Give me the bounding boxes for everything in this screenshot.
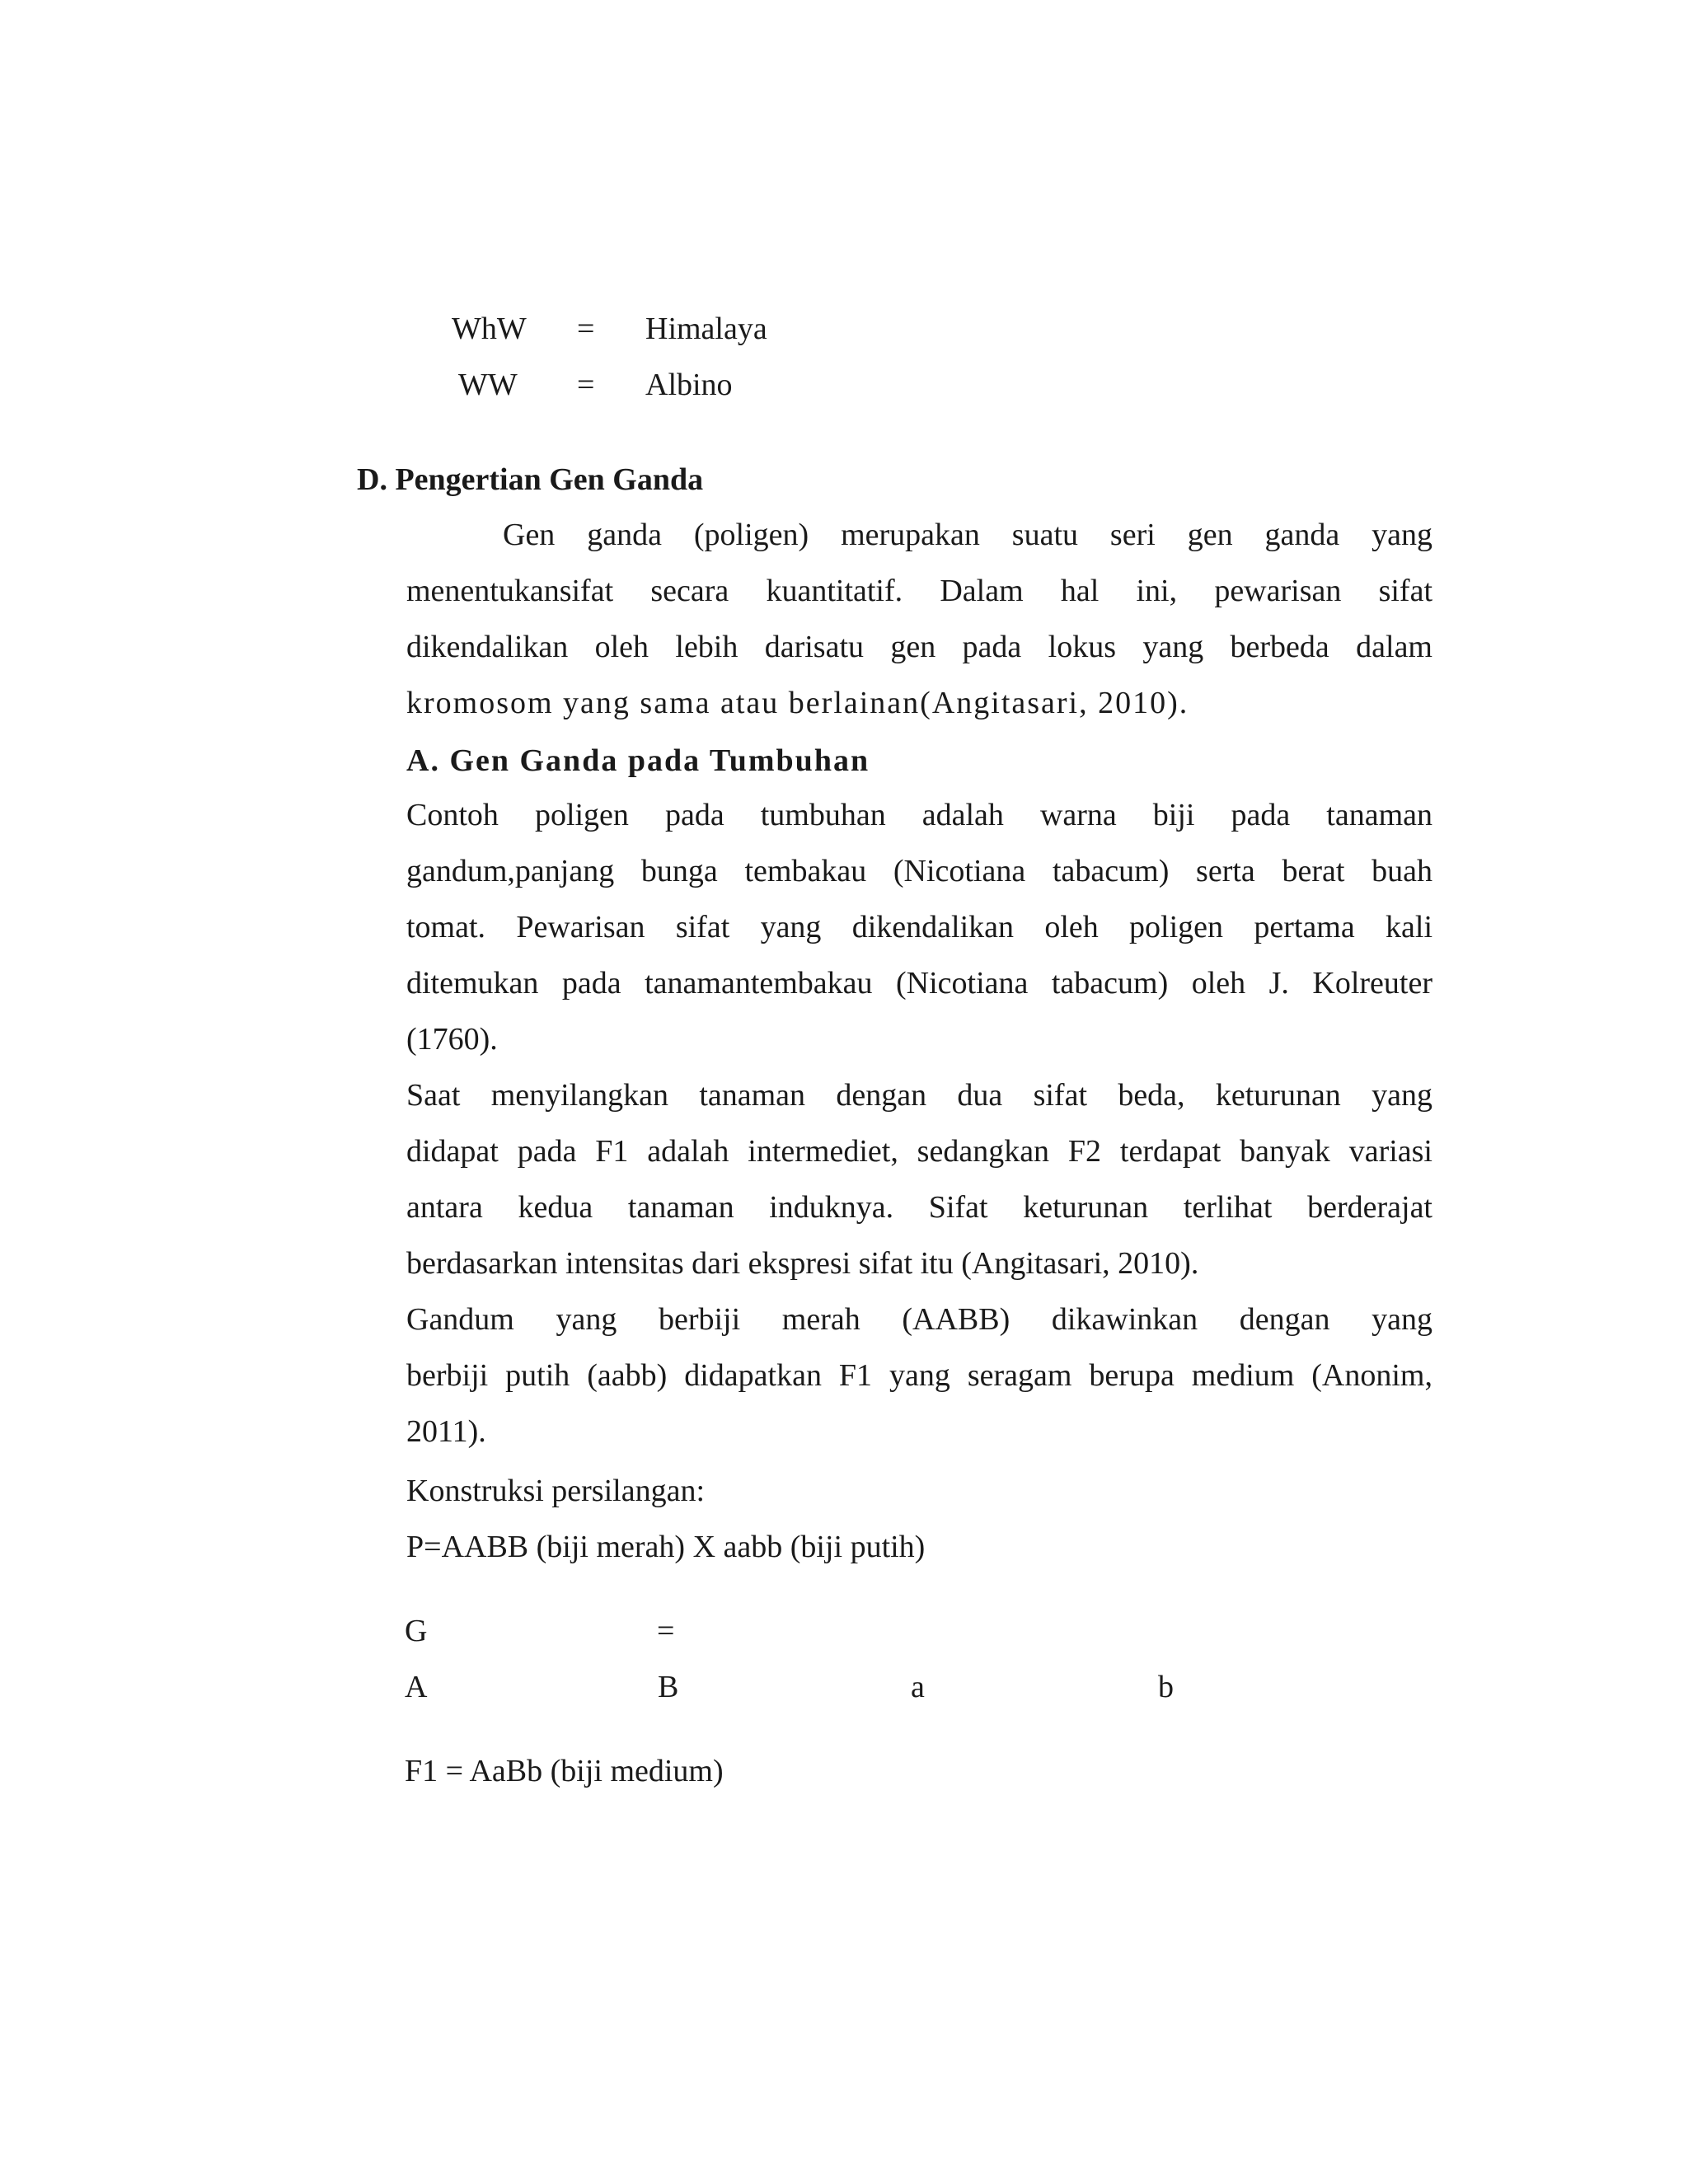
- paragraph-line: Gen ganda (poligen) merupakan suatu seri gen ganda yang: [503, 518, 1432, 552]
- subsection-a-paragraph-3: [406, 1291, 1432, 1460]
- genotype-phenotype-1: Himalaya: [645, 312, 767, 346]
- paragraph-line: didapat pada F1 adalah intermediet, sedangkan F2 terdapat banyak variasi: [406, 1134, 1432, 1169]
- genotype-code-1: WhW: [452, 312, 527, 346]
- paragraph-line: menentukansifat secara kuantitatif. Dalam hal ini, pewarisan sifat: [406, 574, 1432, 608]
- genotype-phenotype-2: Albino: [645, 368, 733, 402]
- paragraph-line: Gandum yang berbiji merah (AABB) dikawinkan dengan yang: [406, 1302, 1432, 1337]
- subsection-a-paragraph-2: [406, 1067, 1432, 1291]
- paragraph-line: berbiji putih (aabb) didapatkan F1 yang seragam berupa medium (Anonim,: [406, 1358, 1432, 1393]
- section-d-heading: D. Pengertian Gen Ganda: [357, 462, 704, 497]
- paragraph-line: ditemukan pada tanamantembakau (Nicotiana tabacum) oleh J. Kolreuter: [406, 966, 1432, 1001]
- paragraph-line: kromosom yang sama atau berlainan(Angitasari, 2010).: [406, 686, 1189, 720]
- paragraph-line: dikendalikan oleh lebih darisatu gen pada lokus yang berbeda dalam: [406, 630, 1432, 664]
- paragraph-line: Contoh poligen pada tumbuhan adalah warna biji pada tanaman: [406, 798, 1432, 832]
- section-d-paragraph: [406, 507, 1432, 731]
- genotype-eq-1: =: [577, 312, 595, 346]
- f1-result: F1 = AaBb (biji medium): [405, 1754, 724, 1788]
- parent-cross: P=AABB (biji merah) X aabb (biji putih): [406, 1530, 926, 1564]
- gamete-eq: =: [657, 1614, 675, 1648]
- konstruksi-label: Konstruksi persilangan:: [406, 1474, 706, 1508]
- gamete-label: G: [405, 1614, 428, 1648]
- gamete-3: a: [911, 1670, 925, 1704]
- genotype-code-2: WW: [458, 368, 518, 402]
- gamete-1: A: [405, 1670, 428, 1704]
- paragraph-line: antara kedua tanaman induknya. Sifat keturunan terlihat berderajat: [406, 1190, 1432, 1225]
- paragraph-line: gandum,panjang bunga tembakau (Nicotiana tabacum) serta berat buah: [406, 854, 1432, 888]
- paragraph-line: 2011).: [406, 1414, 486, 1449]
- paragraph-line: Saat menyilangkan tanaman dengan dua sifat beda, keturunan yang: [406, 1078, 1432, 1113]
- paragraph-line: (1760).: [406, 1022, 498, 1057]
- paragraph-line: berdasarkan intensitas dari ekspresi sifat itu (Angitasari, 2010).: [406, 1246, 1199, 1281]
- paragraph-line: tomat. Pewarisan sifat yang dikendalikan oleh poligen pertama kali: [406, 910, 1432, 944]
- subsection-a-heading: A. Gen Ganda pada Tumbuhan: [406, 743, 870, 778]
- genotype-eq-2: =: [577, 368, 595, 402]
- gamete-2: B: [658, 1670, 679, 1704]
- subsection-a-paragraph-1: [406, 787, 1432, 1067]
- gamete-4: b: [1158, 1670, 1174, 1704]
